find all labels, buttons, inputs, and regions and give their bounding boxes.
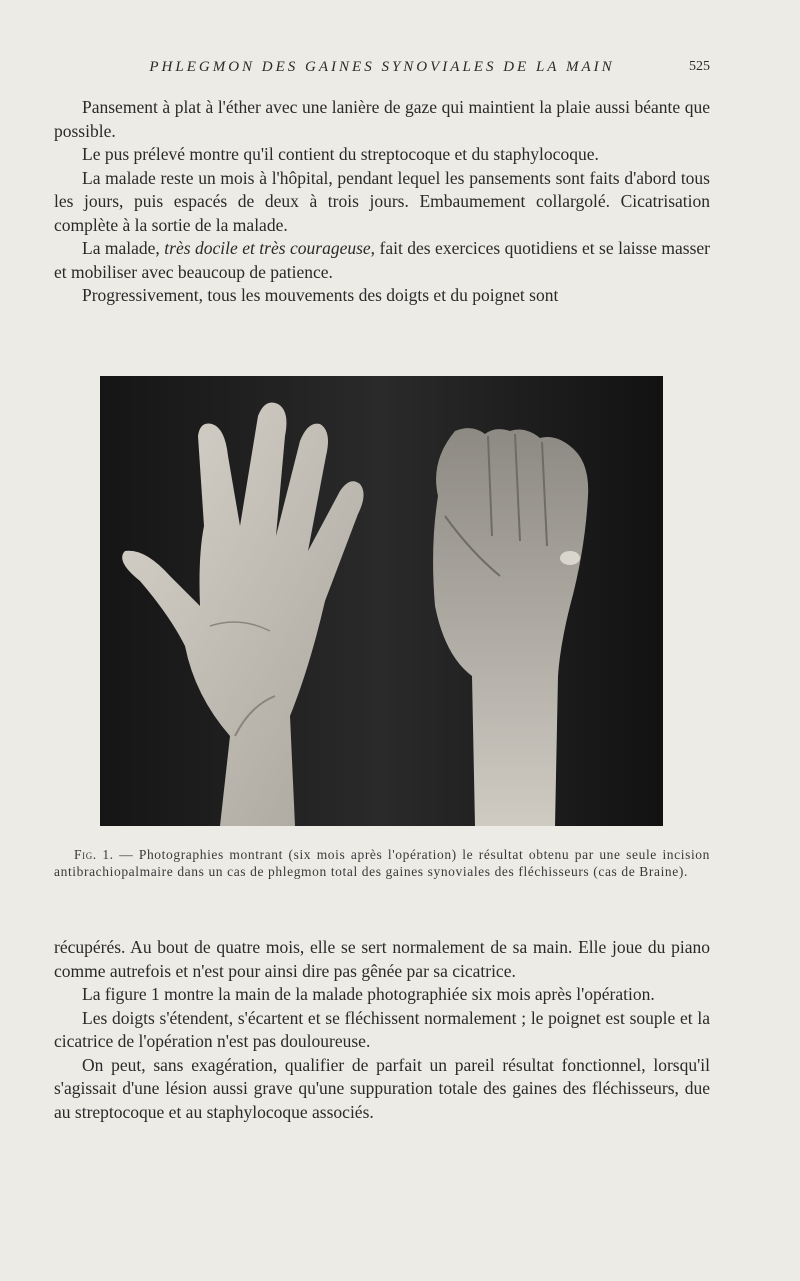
caption-prefix: Fig. 1. bbox=[74, 847, 114, 862]
hands-photograph bbox=[100, 376, 663, 826]
top-text-block bbox=[54, 96, 710, 308]
bottom-text-block bbox=[54, 936, 710, 1124]
paragraph: On peut, sans exagération, qualifier de parfait un pareil résultat fonctionnel, lorsqu'il s'agissait d'une lésion aussi grave qu'une suppuration totale des gaines des fléchisseurs, due au streptocoque et au staphylocoque associés. bbox=[54, 1054, 710, 1122]
running-head bbox=[54, 56, 710, 80]
paragraph: Progressivement, tous les mouvements des doigts et du poignet sont bbox=[82, 285, 559, 305]
paragraph: récupérés. Au bout de quatre mois, elle se sert normalement de sa main. Elle joue du piano comme autrefois et n'est pour ainsi dire pas gênée par sa cicatrice. bbox=[54, 937, 710, 981]
paragraph: Les doigts s'étendent, s'écartent et se fléchissent normalement ; le poignet est souple et la cicatrice de l'opération n'est pas douloureuse. bbox=[54, 1007, 710, 1051]
paragraph: La malade reste un mois à l'hôpital, pendant lequel les pansements sont faits d'abord tous les jours, puis espacés de deux à trois jours. Embaumement collargolé. Cicatrisation complète à la sortie de la malade. bbox=[54, 167, 710, 235]
paragraph: Pansement à plat à l'éther avec une lanière de gaze qui maintient la plaie aussi béante que possible. bbox=[54, 97, 710, 141]
running-title: PHLEGMON DES GAINES SYNOVIALES DE LA MAIN bbox=[149, 59, 615, 75]
figure-caption bbox=[54, 846, 710, 880]
paragraph bbox=[54, 237, 710, 284]
emphasis-text: très docile et très courageuse bbox=[164, 238, 371, 258]
paragraph-text: , fait des exercices quotidiens et se laisse masser et mobiliser avec beaucoup de patience. bbox=[54, 238, 711, 282]
caption-body: — Photographies montrant (six mois après l'opération) le résultat obtenu par une seule incision antibrachiopalmaire dans un cas de phlegmon total des gaines synoviales des fléchisseurs (cas de Braine). bbox=[54, 847, 710, 879]
caption-text bbox=[54, 846, 710, 880]
page-number: 525 bbox=[689, 59, 710, 74]
paragraph: Le pus prélevé montre qu'il contient du streptocoque et du staphylocoque. bbox=[82, 144, 599, 164]
paragraph: La figure 1 montre la main de la malade photographiée six mois après l'opération. bbox=[82, 984, 655, 1004]
paragraph-text: La malade, bbox=[82, 238, 165, 258]
